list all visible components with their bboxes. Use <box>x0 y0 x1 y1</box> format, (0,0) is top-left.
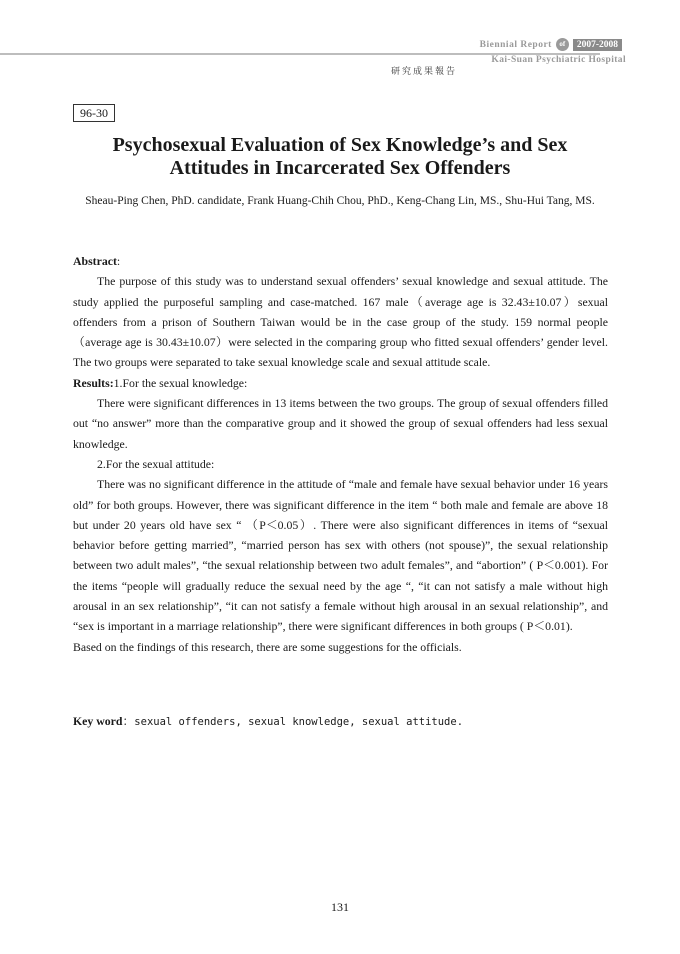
paper-code: 96-30 <box>73 104 115 122</box>
title-line-2: Attitudes in Incarcerated Sex Offenders <box>169 157 511 179</box>
results-item1-text: There were significant differences in 13 items between the two groups. The group of sexual offenders filled out “no answer” more than the comparative group and it showed the group of sexual offenders had less sexual knowledge. <box>73 396 608 451</box>
page-number: 131 <box>331 900 349 914</box>
brand-label: Biennial Report <box>479 39 552 50</box>
paper-title <box>60 134 620 180</box>
abstract-paragraph: The purpose of this study was to understand sexual offenders’ sexual knowledge and sexual attitude. The study applied the purposeful sampling and case-matched. 167 male（average age is 32.43±10.07）sexual offenders from a prison of Southern Taiwan would be in the case group of the study. 159 normal people（average age is 30.43±10.07）were selected in the comparing group who fitted sexual offenders’ gender level. The two groups were separated to take sexual knowledge scale and sexual attitude scale. <box>73 274 608 370</box>
results-label: Results: <box>73 375 114 390</box>
results-heading <box>73 373 608 393</box>
results-item1-title: 1.For the sexual knowledge: <box>113 375 248 390</box>
abstract-colon: : <box>116 254 121 268</box>
hospital-name: Kai-Suan Psychiatric Hospital <box>491 55 626 65</box>
of-badge: of <box>556 38 569 51</box>
keyword-separator: ： <box>122 714 135 728</box>
year-badge: 2007-2008 <box>573 39 622 51</box>
title-line-1: Psychosexual Evaluation of Sex Knowledge’s and Sex <box>112 134 568 156</box>
results-item2-text: There was no significant difference in the attitude of “male and female have sexual behavior under 16 years old” for both groups. However, there was significant difference in the item “ both male and female are above 18 but under 20 years old have sex “ （P＜0.05）. There were also significant differences in items of “sexual behavior before getting married”, “married person has sex with others (not spouse)”, the sexual relationship between two adult males”, “the sexual relationship between two adult females”, and “abortion” ( P＜0.001). For the items “people will gradually reduce the sexual need by the age “, “it can not satisfy a male without high arousal in an sex relationship”, “it can not satisfy a female without high arousal in an sexual relationship”, and “sex is important in a marriage relationship”, there were significant differences in both groups ( P＜0.01). <box>73 477 608 634</box>
abstract-label: Abstract <box>73 254 117 268</box>
abstract-body <box>73 251 608 657</box>
author-list: Sheau-Ping Chen, PhD. candidate, Frank Huang-Chih Chou, PhD., Keng-Chang Lin, MS., Shu-Hui Tang, MS. <box>85 195 595 207</box>
results-item2-title: 2.For the sexual attitude: <box>97 456 215 471</box>
keyword-label: Key word <box>73 714 123 728</box>
report-header <box>480 38 622 51</box>
report-subtitle: 研究成果報告 <box>391 67 458 77</box>
abstract-heading <box>73 251 608 271</box>
keyword-text: sexual offenders, sexual knowledge, sexual attitude. <box>134 716 464 728</box>
results-conclusion: Based on the findings of this research, there are some suggestions for the officials. <box>73 639 462 654</box>
keywords <box>73 712 608 729</box>
